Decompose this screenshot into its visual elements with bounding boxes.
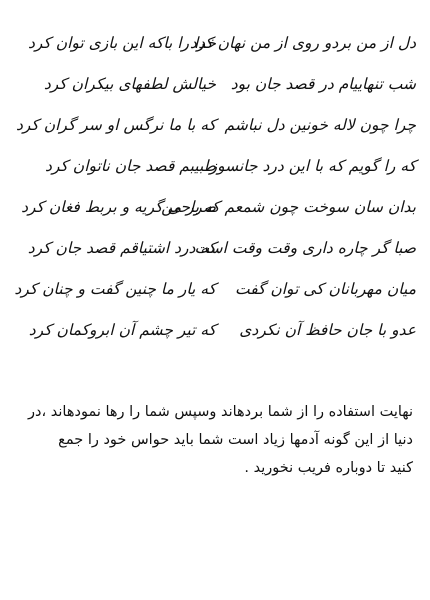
hemistich-first: دل از من بردو روی از من نهان کرد [189,33,416,52]
hemistich-second: که درد اشتیاقم قصد جان کرد [27,238,216,257]
hemistich-second: صراحی گریه و بربط فغان کرد [21,197,216,216]
couplet [10,63,420,104]
hemistich-first: میان مهربانان کی توان گفت [235,279,416,298]
hemistich-second: که تیر چشم آن ابروکمان کرد [28,320,216,339]
couplet [10,22,420,63]
couplet [10,268,420,309]
hemistich-second: طبیبم قصد جان ناتوان کرد [45,156,216,175]
hemistich-second: خیالش لطفهای بیکران کرد [43,74,216,93]
hemistich-second: که یار ما چنین گفت و چنان کرد [14,279,216,298]
hemistich-first: که را گویم که با این درد جانسوز [209,156,416,175]
hemistich-first: عدو با جان حافظ آن نکردی [239,320,416,339]
hemistich-first: چرا چون لاله خونین دل نباشم [224,115,416,134]
note-line: نهایت استفاده را از شما بردهاند وسپس شما را رها نمودهاند ،در [28,404,413,420]
couplet [10,186,420,227]
couplet [10,309,420,350]
interpretation-note [18,398,413,482]
couplet [10,145,420,186]
poem [10,22,420,350]
hemistich-second: که با ما نرگس او سر گران کرد [15,115,216,134]
hemistich-first: بدان سان سوخت چون شمعم که بر من [161,197,416,216]
note-line: کنید تا دوباره فریب نخورید . [244,460,413,476]
note-line: دنیا از این گونه آدمها زیاد است شما باید حواس خود را جمع [58,432,413,448]
couplet [10,104,420,145]
couplet [10,227,420,268]
hemistich-second: خدا را باکه این بازی توان کرد [27,33,216,52]
hemistich-first: شب تنهاییام در قصد جان بود [230,74,416,93]
hemistich-first: صبا گر چاره داری وقت وقت است [194,238,416,257]
